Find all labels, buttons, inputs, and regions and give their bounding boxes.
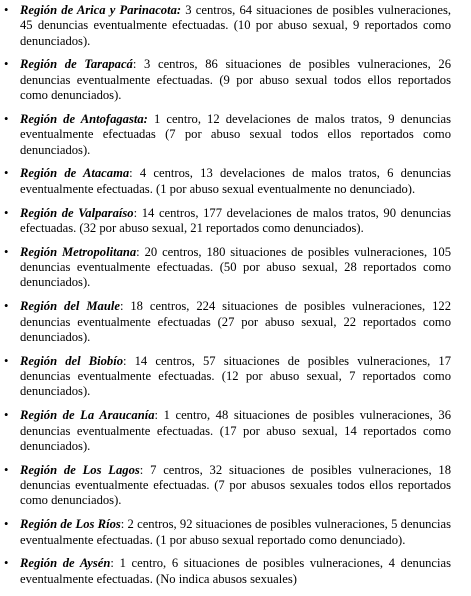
region-details: : 18 centros, 224 situaciones de posibles vulneraciones, 122 denuncias eventualmente efectuadas (27 por abuso sexual, 22 reportados como denunciados).: [20, 299, 451, 344]
list-item-atacama: [0, 166, 471, 197]
bullet-icon: •: [4, 166, 9, 181]
list-item-los-rios: [0, 517, 471, 548]
bullet-icon: •: [4, 462, 9, 477]
region-details: : 3 centros, 86 situaciones de posibles vulneraciones, 26 denuncias eventualmente efectuadas. (9 por abuso sexual todos ellos reportados como denunciados).: [20, 57, 451, 103]
bullet-icon: •: [4, 299, 9, 314]
region-details: : 14 centros, 177 develaciones de malos tratos, 90 denuncias efectuadas. (32 por abuso sexual, 21 reportados como denunciados).: [20, 205, 451, 235]
region-details: : 2 centros, 92 situaciones de posibles vulneraciones, 5 denuncias eventualmente efectuadas. (1 por abuso sexual reportado como denunciado).: [20, 517, 451, 547]
region-name: Región de Tarapacá: [20, 57, 133, 72]
region-details: : 1 centro, 48 situaciones de posibles vulneraciones, 36 denuncias eventualmente efectuadas. (17 por abuso sexual, 14 reportados como denunciados).: [20, 408, 451, 453]
region-name: Región de Aysén: [20, 556, 111, 571]
bullet-icon: •: [4, 111, 9, 126]
region-name: Región de Los Ríos: [20, 517, 121, 532]
region-details: : 4 centros, 13 develaciones de malos tratos, 6 denuncias eventualmente efectuadas. (1 por abuso sexual eventualmente no denunciado).: [20, 166, 451, 196]
bullet-icon: •: [4, 353, 9, 368]
bullet-icon: •: [4, 408, 9, 423]
region-details: 1 centro, 12 develaciones de malos tratos, 9 denuncias eventualmente efectuadas (7 por abuso sexual todos ellos reportados como denunciados).: [20, 111, 451, 157]
list-item-arica: [0, 3, 471, 49]
region-name: Región del Biobío: [20, 353, 124, 368]
region-details: : 14 centros, 57 situaciones de posibles vulneraciones, 17 denuncias eventualmente efectuadas. (12 por abuso sexual, 7 reportados como denunciados).: [20, 353, 451, 399]
list-item-metropolitana: [0, 245, 471, 291]
list-item-aysen: [0, 556, 471, 587]
bullet-icon: •: [4, 3, 9, 17]
list-item-tarapaca: [0, 57, 471, 103]
bullet-icon: •: [4, 244, 9, 259]
region-name: Región de Valparaíso: [20, 205, 134, 220]
bullet-icon: •: [4, 205, 9, 220]
region-name: Región del Maule: [20, 299, 120, 314]
region-name: Región de La Araucanía: [20, 408, 155, 423]
bullet-icon: •: [4, 57, 9, 72]
region-name: Región de Antofagasta:: [20, 111, 148, 126]
region-name: Región Metropolitana: [20, 244, 137, 259]
list-item-los-lagos: [0, 463, 471, 509]
list-item-biobio: [0, 354, 471, 400]
region-name: Región de Arica y Parinacota:: [20, 3, 182, 17]
region-details: 3 centros, 64 situaciones de posibles vulneraciones, 45 denuncias eventualmente efectuadas. (10 por abuso sexual, 9 reportados como denunciados).: [20, 3, 451, 48]
region-name: Región de Atacama: [20, 166, 130, 181]
region-name: Región de Los Lagos: [20, 462, 140, 477]
document-body: [0, 3, 471, 596]
region-details: : 1 centro, 6 situaciones de posibles vulneraciones, 4 denuncias eventualmente efectuadas. (No indica abusos sexuales): [20, 556, 452, 586]
region-details: : 7 centros, 32 situaciones de posibles vulneraciones, 18 denuncias eventualmente efectuadas. (7 por abusos sexuales todos ellos reportados como denunciados).: [20, 462, 451, 508]
list-item-maule: [0, 299, 471, 345]
list-item-valparaiso: [0, 206, 471, 237]
bullet-icon: •: [4, 556, 9, 571]
list-item-antofagasta: [0, 112, 471, 158]
bullet-icon: •: [4, 517, 9, 532]
list-item-araucania: [0, 408, 471, 454]
region-details: : 20 centros, 180 situaciones de posibles vulneraciones, 105 denuncias eventualmente efectuadas. (50 por abuso sexual, 28 reportados como denunciados).: [20, 244, 451, 290]
